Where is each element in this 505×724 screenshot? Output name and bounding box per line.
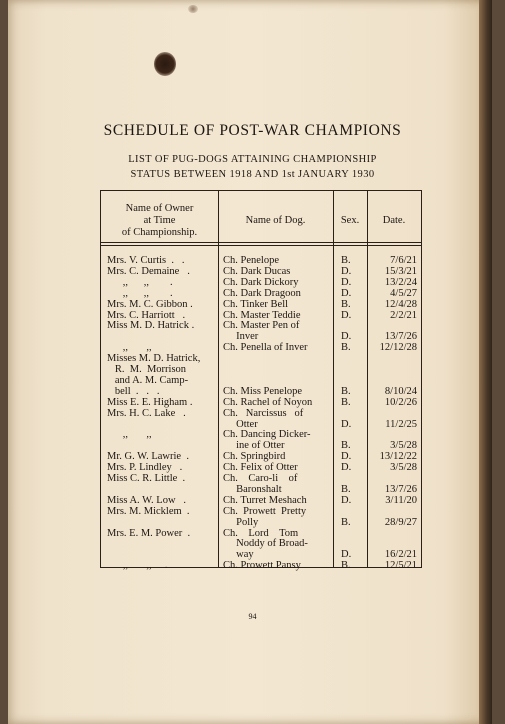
owner-cell: Misses M. D. Hatrick, — [107, 353, 201, 365]
dog-cell: Otter — [223, 418, 258, 430]
owner-cell: Mrs. P. Lindley . — [107, 462, 183, 474]
sex-cell: B. — [341, 483, 351, 495]
date-cell: 12/5/21 — [384, 560, 417, 572]
dog-cell: Ch. Rachel of Noyon — [223, 396, 313, 408]
owner-cell: Mrs. V. Curtis . . — [107, 255, 185, 266]
sex-cell: B. — [341, 385, 351, 397]
dog-cell: Inver — [223, 331, 259, 343]
dog-cell: Ch. Caro-li of — [223, 473, 298, 484]
dog-cell: Baronshalt — [223, 483, 282, 495]
paper-spot — [188, 5, 198, 13]
dog-cell: Ch. Tinker Bell — [223, 298, 289, 310]
owner-cell: Mrs. C. Harriott . — [107, 309, 186, 321]
date-cell: 8/10/24 — [384, 385, 417, 397]
sex-cell: B. — [341, 298, 351, 310]
subtitle-line-1: LIST OF PUG-DOGS ATTAINING CHAMPIONSHIP — [128, 154, 377, 165]
dog-cell: Ch. Dark Ducas — [223, 265, 291, 277]
date-cell: 12/4/28 — [384, 298, 417, 310]
dog-column-header: Name of Dog. — [245, 215, 306, 226]
date-cell: 11/2/25 — [385, 418, 417, 430]
dog-cell: ine of Otter — [223, 440, 285, 452]
date-cell: 2/2/21 — [390, 309, 417, 321]
dog-cell: Polly — [223, 516, 259, 528]
sex-cell: B. — [341, 396, 351, 408]
dog-cell: Ch. Turret Meshach — [223, 494, 307, 506]
dog-cell: Ch. Springbird — [223, 451, 286, 463]
owner-column-header — [101, 203, 218, 239]
sex-cell: D. — [341, 549, 352, 561]
page-subtitle — [0, 152, 505, 182]
date-cell: 7/6/21 — [390, 255, 417, 266]
sex-cell: B. — [341, 440, 351, 452]
dog-cell: Noddy of Broad- — [223, 538, 308, 550]
owner-cell: Miss E. E. Higham . — [107, 396, 193, 408]
date-cell: 15/3/21 — [384, 265, 417, 277]
dog-cell: Ch. Dancing Dicker- — [223, 429, 311, 441]
sex-cell: B. — [341, 560, 351, 572]
subtitle-line-2: STATUS BETWEEN 1918 AND 1st JANUARY 1930 — [130, 169, 375, 180]
owner-header-line: at Time — [143, 215, 176, 226]
owner-cell: Mrs. H. C. Lake . — [107, 407, 186, 419]
date-cell: 28/9/27 — [384, 516, 417, 528]
owner-cell: R. M. Morrison — [107, 364, 187, 375]
date-cell: 16/2/21 — [384, 549, 417, 561]
page-title: SCHEDULE OF POST-WAR CHAMPIONS — [103, 122, 402, 139]
dog-cell: Ch. Lord Tom — [223, 527, 299, 539]
sex-cell: D. — [341, 494, 352, 506]
owner-cell: Mrs. M. C. Gibbon . — [107, 298, 193, 310]
champions-table — [100, 190, 422, 572]
dog-cell: way — [223, 549, 254, 561]
dog-cell: Ch. Penella of Inver — [223, 342, 308, 354]
date-cell: 3/11/20 — [385, 494, 417, 506]
dog-cell: Ch. Dark Dickory — [223, 276, 299, 288]
dog-cell: Ch. Dark Dragoon — [223, 287, 301, 299]
sex-cell: B. — [341, 342, 351, 354]
sex-cell: B. — [341, 255, 351, 266]
owner-cell: ,, ,, — [107, 429, 152, 441]
sex-cell: D. — [341, 418, 352, 430]
dog-cell: Ch. Narcissus of — [223, 407, 304, 419]
owner-cell: and A. M. Camp- — [107, 374, 189, 386]
dog-cell: Ch. Master Teddie — [223, 309, 301, 321]
owner-cell: ,, ,, . — [107, 287, 173, 299]
ink-stain — [154, 52, 176, 76]
dog-cell: Ch. Prowett Pansy — [223, 560, 301, 572]
date-cell: 3/5/28 — [390, 462, 417, 474]
dog-cell: Ch. Penelope — [223, 255, 279, 266]
owner-cell: Mr. G. W. Lawrie . — [107, 451, 189, 463]
header-rule — [101, 242, 421, 243]
column-divider — [367, 191, 368, 567]
owner-cell: ,, ,, . — [107, 276, 173, 288]
dog-cell: Ch. Prowett Pretty — [223, 505, 307, 517]
owner-cell: Mrs. M. Micklem . — [107, 505, 190, 517]
sex-cell: D. — [341, 451, 352, 463]
date-column-header: Date. — [382, 215, 406, 226]
sex-cell: D. — [341, 265, 352, 277]
date-cell: 3/5/28 — [390, 440, 417, 452]
date-cell: 13/12/22 — [379, 451, 417, 463]
dog-cell: Ch. Master Pen of — [223, 320, 300, 332]
sex-cell: D. — [341, 462, 352, 474]
date-cell: 13/7/26 — [384, 483, 417, 495]
sex-cell: D. — [341, 287, 352, 299]
owner-cell: ,, ,, . — [107, 560, 168, 572]
sex-column-header: Sex. — [340, 215, 360, 226]
owner-cell: Mrs. E. M. Power . — [107, 527, 191, 539]
date-cell: 12/12/28 — [379, 342, 417, 354]
date-cell: 13/7/26 — [384, 331, 417, 343]
sex-cell: D. — [341, 331, 352, 343]
sex-cell: D. — [341, 309, 352, 321]
sex-cell: D. — [341, 276, 352, 288]
dog-cell: Ch. Miss Penelope — [223, 385, 303, 397]
header-rule — [101, 245, 421, 246]
owner-cell: Mrs. C. Demaine . — [107, 265, 190, 277]
owner-header-line: Name of Owner — [125, 203, 194, 214]
column-divider — [218, 191, 219, 567]
sex-cell: B. — [341, 516, 351, 528]
dog-cell: Ch. Felix of Otter — [223, 462, 298, 474]
owner-cell: Miss A. W. Low . — [107, 494, 187, 506]
column-divider — [333, 191, 334, 567]
owner-cell: bell . . . — [107, 385, 160, 397]
owner-header-line: of Championship. — [121, 227, 198, 238]
owner-cell: ,, ,, — [107, 342, 152, 354]
date-cell: 10/2/26 — [384, 396, 417, 408]
date-cell: 13/2/24 — [384, 276, 417, 288]
date-cell: 4/5/27 — [390, 287, 417, 299]
owner-cell: Miss C. R. Little . — [107, 473, 186, 484]
owner-cell: Miss M. D. Hatrick . — [107, 320, 195, 332]
page-number: 94 — [248, 612, 257, 621]
